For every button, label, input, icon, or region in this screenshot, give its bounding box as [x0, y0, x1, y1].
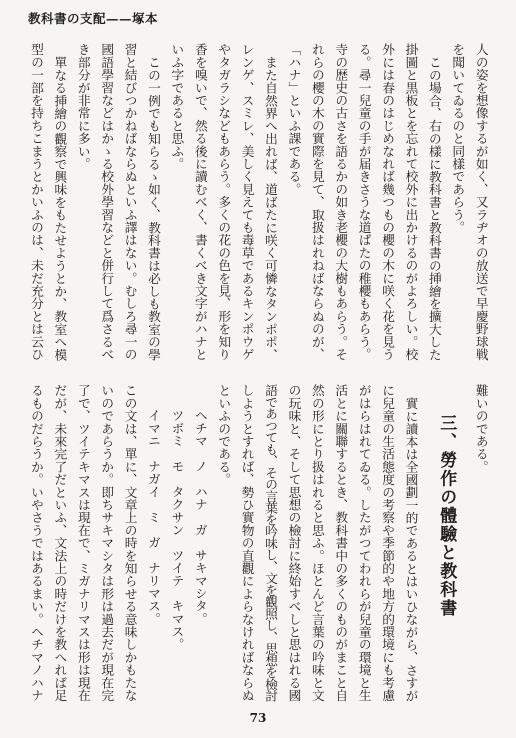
upper-text-column: また自然界へ出れば、道ばたに咲く可憐なタンポポ、	[263, 55, 279, 361]
upper-text-column: を聞いてゐるのと同樣であらう。	[450, 43, 466, 234]
example-sentence: イマニ ナガイ ミ ガ ナリマス。	[146, 409, 162, 626]
lower-text-column: 語であつても、その言葉を吟味し、文を觀照し、思想を檢討	[263, 384, 279, 702]
lower-text-column: だが、未來完了だといふ、文法上の時だけを教へれば足	[52, 384, 68, 702]
upper-text-column: この場合、右の樣に教科書と教科書の挿繪を擴大した	[426, 55, 442, 361]
lower-text-column: がはらはれてゐる。したがつてわれらが兒童の環境と生	[356, 384, 372, 702]
upper-text-column: 香を嗅いで、然る後に讀むべく、書くべき文字がハナと	[192, 43, 208, 361]
page-number: 73	[249, 711, 267, 725]
upper-text-column: この一例でも知らるゝ如く、教科書は必しも教室の學	[146, 55, 161, 361]
upper-text-column: き部分が非常に多い。	[75, 43, 91, 170]
upper-text-column: 寺の歴史の古さを語るかの如き老櫻の大樹もあらう。そ	[333, 43, 349, 361]
upper-text-column: やタガラシなどもあらう。多くの花の色を見、形を知り	[216, 43, 232, 361]
upper-text-column: 掛圖と黒板とを忘れて校外に出かけるのがよろしい。校	[403, 43, 419, 361]
lower-text-column: 然の形にとり扱はれると思ふ。ほとんど言葉の吟味と文	[309, 384, 325, 702]
upper-text-column: 外には春のはじめなれば幾つもの櫻の木に咲く花を見う	[380, 43, 396, 361]
upper-text-column: 單なる挿繪の觀察で興味をもたせようとか、教室へ模	[52, 55, 68, 361]
example-sentence: ツボミ モ タクサン ツイテ キマス。	[169, 409, 185, 651]
upper-text-column: 人の姿を想像するが如く、又ラヂオの放送で早慶野球戦	[473, 43, 489, 361]
upper-text-column: 習と結びつかねばならぬといふ譯はない。むしろ尋一の	[122, 43, 138, 361]
section-heading: 三、勞作の體驗と教科書	[436, 414, 457, 618]
lower-text-column: 實に讀本は全國劃一的であるとはいひながら、さすが	[403, 396, 419, 702]
lower-text-column: 活とに關聯するとき、教科書中の多くのものがまこと自	[333, 384, 349, 702]
lower-text-column: 了で、ツイテキマスは現在で、ミガナリマスは形は現在	[75, 384, 91, 702]
example-sentence: ヘチマ ノ ハナ ガ サキマシタ。	[192, 409, 208, 626]
lower-text-column: の玩味と、そして思想の檢討に終始すべしと思はれる國	[286, 384, 302, 702]
lower-text-column: しようとすれば、勢ひ實物の直觀によらなければならぬ	[239, 384, 255, 702]
lower-text-column: この文は、單に、文章上の時を知らせる意味しかもたな	[122, 384, 138, 702]
upper-text-column: いふ字であると思ふ。	[169, 43, 185, 170]
upper-text-column: レンゲ、スミレ、美しく見えても毒草であるキンポウゲ	[239, 43, 255, 361]
lower-text-column: いのであらうか。即ちサキマシタは形は過去だが現在完	[99, 384, 115, 702]
upper-text-column: 國語學習などはかゝる校外學習などと併行して爲さるべ	[99, 43, 115, 361]
upper-text-column: る。尋一兒童の手が届きさうな道ばたの稚櫻もあらう。	[356, 43, 372, 361]
lower-text-column: に兒童の生活態度の考察や季節的や地方的環境にも考慮	[380, 384, 396, 702]
upper-text-column: 型の一部を持ちこまうとかいふのは、未だ充分とは云ひ	[28, 43, 44, 361]
running-head: 教科書の支配——塚本	[28, 11, 159, 26]
lower-text-block	[25, 384, 493, 702]
lower-text-column: といふのである。	[216, 384, 232, 486]
upper-text-block	[25, 43, 493, 361]
upper-text-column: 「ハナ」といふ課である。	[286, 43, 302, 196]
upper-text-column: れらの櫻の木の實際を見て、取扱はれねばならぬのが、	[309, 43, 325, 361]
lower-text-column: 難いのである。	[473, 384, 489, 473]
lower-text-column: るものだらうか。いやさうではあるまい。ヘチマノハナ	[28, 384, 44, 702]
